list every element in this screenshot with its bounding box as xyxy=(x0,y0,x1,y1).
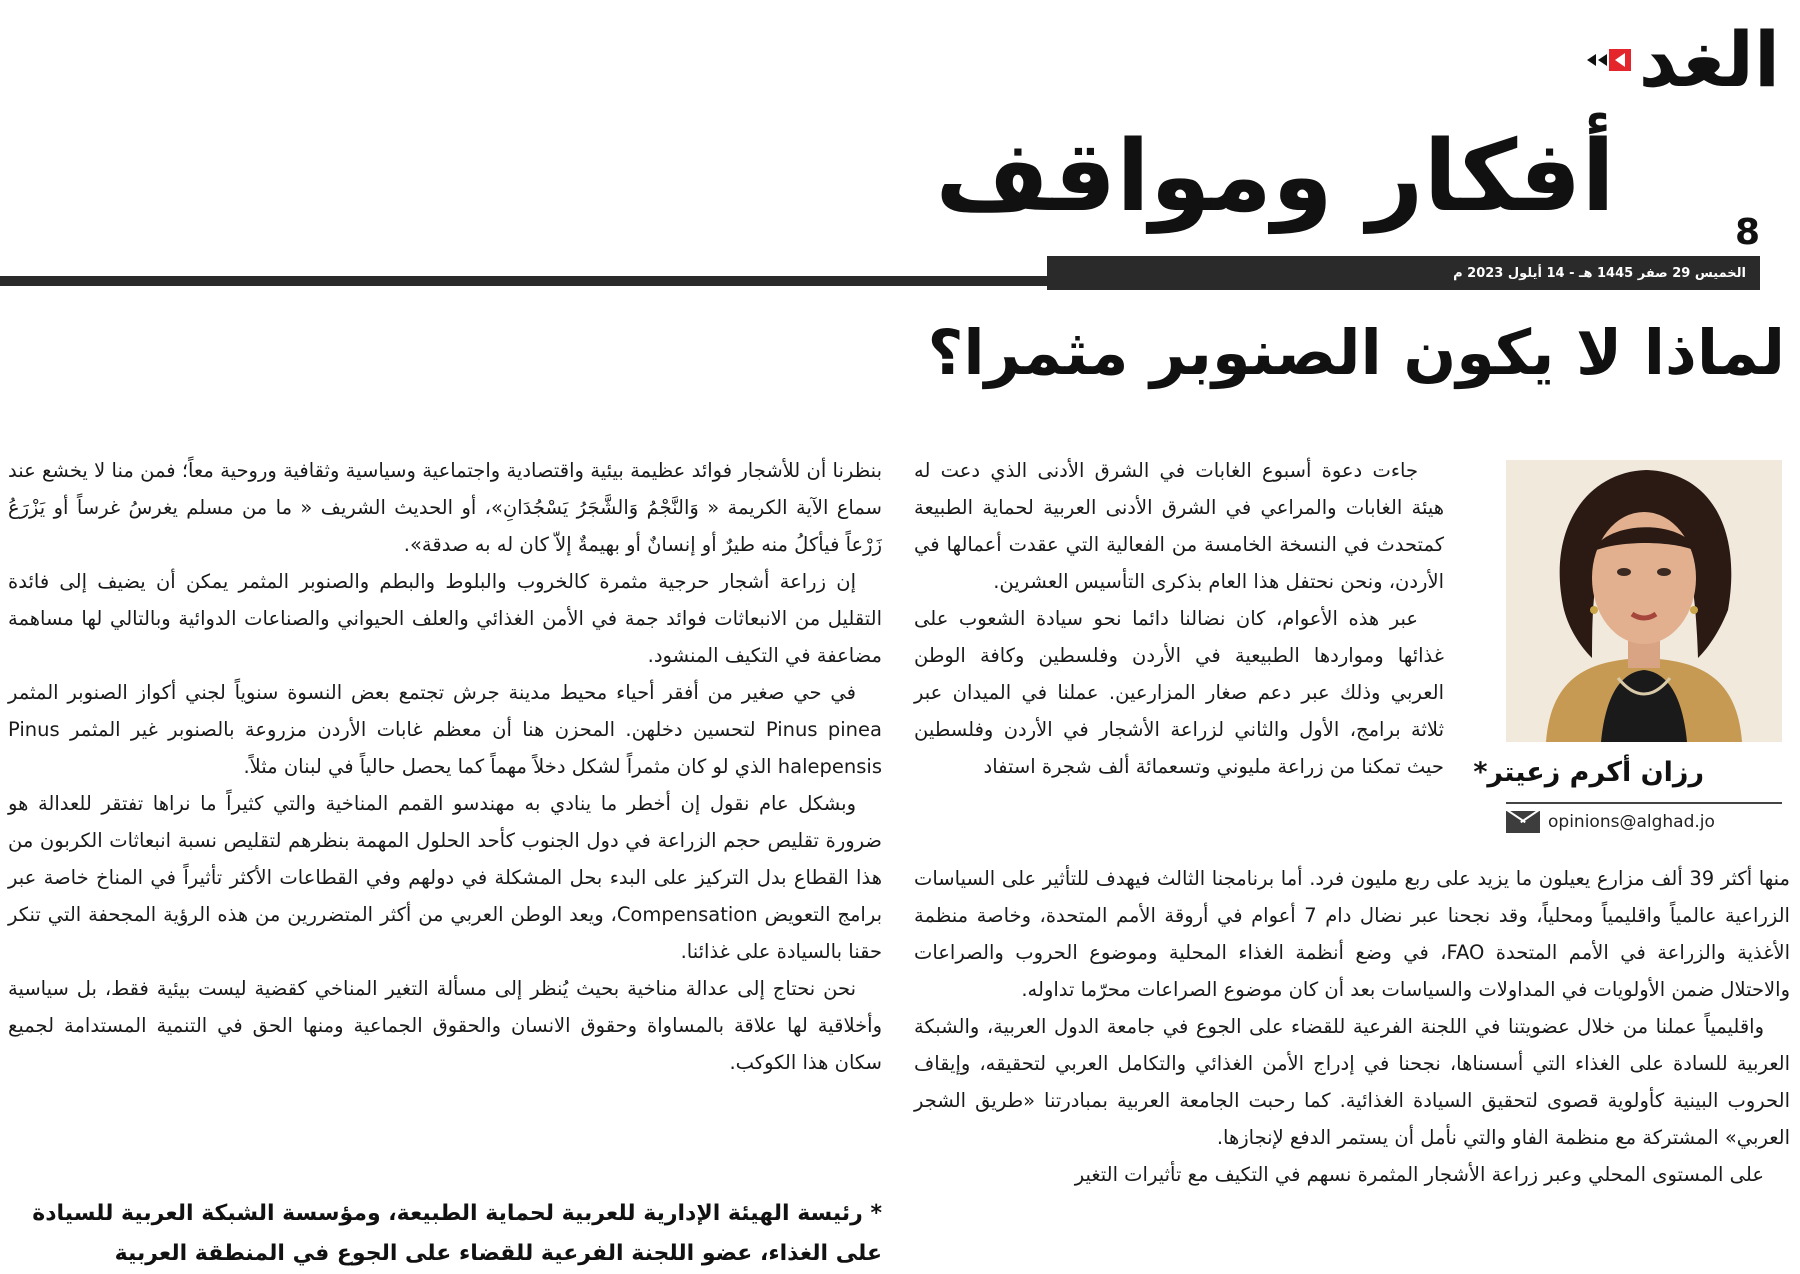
author-photo xyxy=(1506,460,1782,742)
paragraph: جاءت دعوة أسبوع الغابات في الشرق الأدنى الذي دعت له هيئة الغابات والمراعي في الشرق الأدنى العربية لحماية الطبيعة كمتحدث في النسخة الخامسة من الفعالية التي عقدت أعمالها في الأردن، ونحن نحتفل هذا العام بذكرى التأسيس العشرين. xyxy=(914,459,1444,593)
paragraph: وبشكل عام نقول إن أخطر ما ينادي به مهندسو القمم المناخية والتي كثيراً ما نراها تفتقر للعدالة هو ضرورة تقليص حجم الزراعة في دول الجنوب كأحد الحلول المهمة بنظرهم لتقليص نسبة انبعاثات الكربون من هذا القطاع بدل التركيز على البدء بحل المشكلة في دولهم وفي القطاعات الأكثر تأثيراً في المناخ خاصة عبر برامج التعويض Compensation، ويعد الوطن العربي من أكثر المتضررين من هذه الرؤية المجحفة التي تنكر حقنا بالسيادة على غذائنا. xyxy=(8,792,883,963)
logo-text: الغد xyxy=(1638,15,1780,104)
mail-icon xyxy=(1506,811,1540,833)
paragraph: بنظرنا أن للأشجار فوائد عظيمة بيئية واقتصادية واجتماعية وسياسية وثقافية وروحية معاً؛ فمن منا لا يخشع عند سماع الآية الكريمة « وَالنَّجْمُ وَالشَّجَرُ يَسْجُدَانِ»، أو الحديث الشريف « ما من مسلم يغرسُ غرساً أو يَزْرَعُ زَرْعاً فيأكلُ منه طيرٌ أو إنسانٌ أو بهيمةٌ إلاّ كان له به صدقة». xyxy=(8,459,882,556)
article-column-left xyxy=(8,452,882,1081)
paragraph: واقليمياً عملنا من خلال عضويتنا في اللجنة الفرعية للقضاء على الجوع في جامعة الدول العربية، والشبكة العربية للسادة على الغذاء التي أسسناها، نجحنا في إدراج الأمن الغذائي والتكامل العربي لتحقيقه، وإيقاف الحروب البينية كأولوية قصوى لتحقيق السيادة الغذائية. كما رحبت الجامعة العربية بمبادرتنا «طريق الشجر العربي» المشتركة مع منظمة الفاو والتي نأمل أن يستمر الدفع لإنجازها. xyxy=(914,1015,1790,1149)
author-email-text: opinions@alghad.jo xyxy=(1548,812,1715,832)
article-column-right-bottom xyxy=(914,860,1790,1193)
paragraph: نحن نحتاج إلى عدالة مناخية بحيث يُنظر إلى مسألة التغير المناخي كقضية ليست بيئية فقط، بل سياسية وأخلاقية لها علاقة بالمساواة وحقوق الانسان والحقوق الجماعية ومنها الحق في التنمية المستدامة لجميع سكان هذا الكوكب. xyxy=(8,977,882,1074)
paragraph: إن زراعة أشجار حرجية مثمرة كالخروب والبلوط والبطم والصنوبر المثمر يمكن أن يضيف إلى فائدة التقليل من الانبعاثات فوائد جمة في الأمن الغذائي والعلف الحيواني والصناعات الدوائية وبالتالي لها مساهمة مضاعفة في التكيف المنشود. xyxy=(8,570,882,667)
article-column-right-top xyxy=(914,452,1444,785)
page-number: 8 xyxy=(1734,212,1760,253)
section-title: أفكار ومواقف xyxy=(935,120,1615,234)
header-rule xyxy=(0,276,1047,286)
date-bar xyxy=(1047,256,1760,290)
author-portrait-icon xyxy=(1506,460,1782,742)
article-headline: لماذا لا يكون الصنوبر مثمرا؟ xyxy=(927,316,1785,389)
author-footnote: * رئيسة الهيئة الإدارية للعربية لحماية الطبيعة، ومؤسسة الشبكة العربية للسيادة على الغذاء، عضو اللجنة الفرعية للقضاء على الجوع في المنطقة العربية xyxy=(32,1201,882,1266)
paragraph: في حي صغير من أفقر أحياء محيط مدينة جرش تجتمع بعض النسوة سنوياً لجني أكواز الصنوبر المثمر Pinus pinea لتحسين دخلهن. المحزن هنا أن معظم غابات الأردن مزروعة بالصنوبر غير المثمر Pinus halepensis الذي لو كان مثمراً لشكل دخلاً مهماً كما يحصل حالياً في لبنان مثلاً. xyxy=(8,681,882,778)
author-name: رزان أكرم زعيتر* xyxy=(1473,757,1704,788)
newspaper-logo xyxy=(1587,15,1780,104)
author-rule xyxy=(1506,802,1782,804)
issue-date: الخميس 29 صفر 1445 هـ - 14 أيلول 2023 م xyxy=(1453,265,1746,281)
paragraph: منها أكثر 39 ألف مزارع يعيلون ما يزيد على ربع مليون فرد. أما برنامجنا الثالث فيهدف للتأثير على السياسات الزراعية عالمياً واقليمياً ومحلياً، وقد نجحنا عبر نضال دام 7 أعوام في أروقة الأمم المتحدة، وخاصة منظمة الأغذية والزراعة في الأمم المتحدة FAO، في وضع أنظمة الغذاء المحلية وموضوع الحروب والصراعات والاحتلال ضمن الأولويات في المداولات والسياسات بعد أن كان موضوع الصراعات محرّما تداوله. xyxy=(914,867,1790,1001)
paragraph: على المستوى المحلي وعبر زراعة الأشجار المثمرة نسهم في التكيف مع تأثيرات التغير xyxy=(1074,1163,1764,1186)
logo-arrows-icon xyxy=(1587,49,1631,71)
author-email xyxy=(1506,808,1715,836)
paragraph: عبر هذه الأعوام، كان نضالنا دائما نحو سيادة الشعوب على غذائها ومواردها الطبيعية في الأردن وفلسطين وكافة الوطن العربي وذلك عبر دعم صغار المزارعين. عملنا في الميدان عبر ثلاثة برامج، الأول والثاني لزراعة الأشجار في الأردن وفلسطين حيث تمكنا من زراعة مليوني وتسعمائة ألف شجرة استفاد xyxy=(914,607,1444,778)
